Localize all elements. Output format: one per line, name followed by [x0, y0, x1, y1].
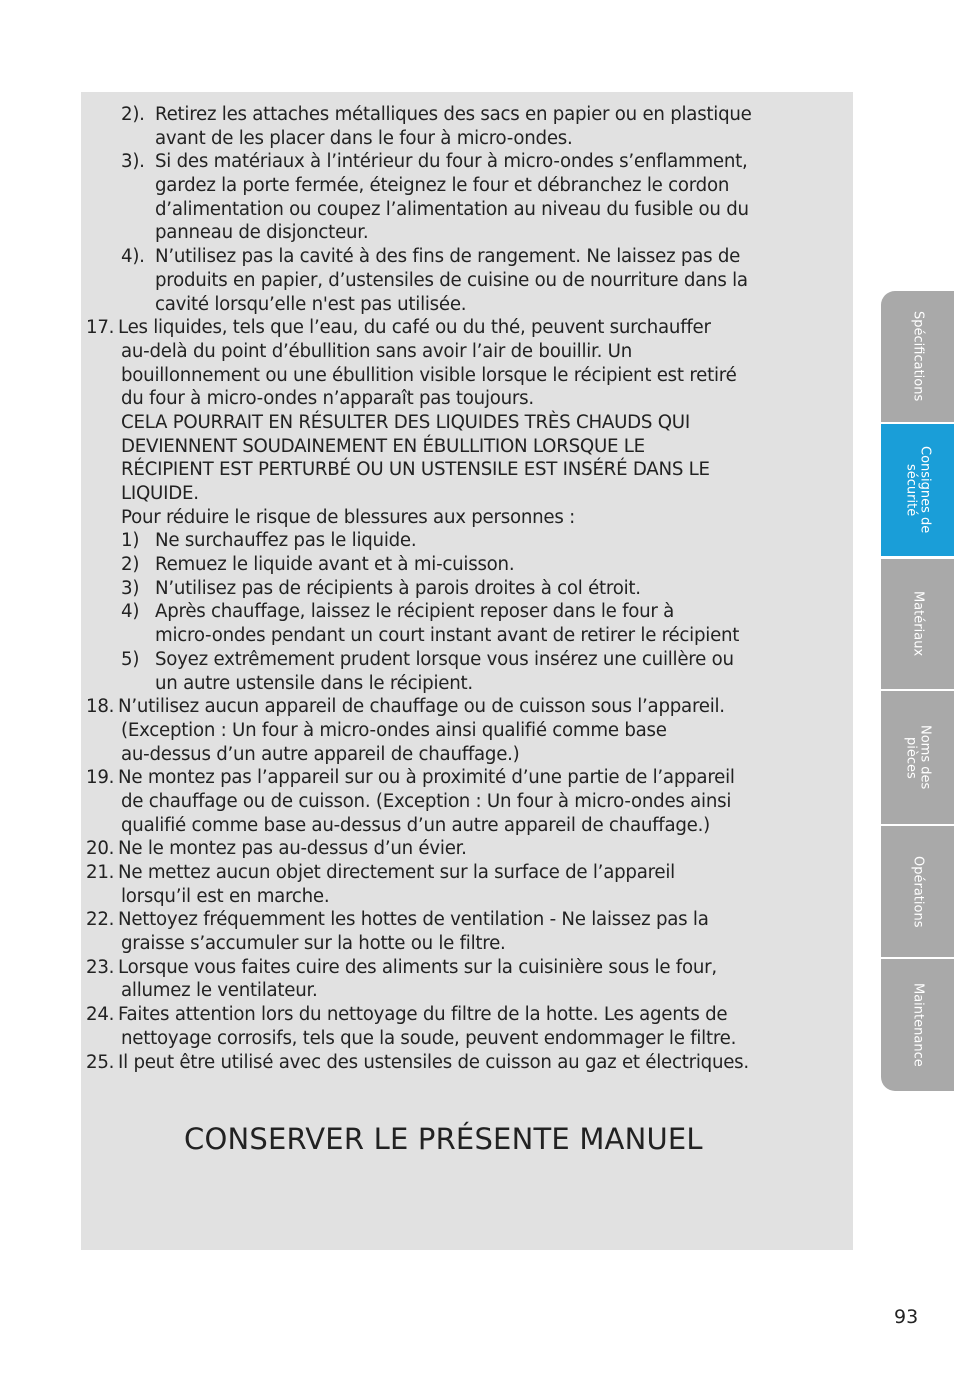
list-text: Soyez extrêmement prudent lorsque vous insérez une cuillère ou [155, 648, 734, 670]
list-line [86, 624, 856, 648]
tab-label: Matériaux [910, 591, 926, 657]
tab-2[interactable] [881, 559, 954, 689]
list-line [86, 672, 856, 696]
list-text: (Exception : Un four à micro-ondes ainsi qualifié comme base [121, 719, 667, 741]
list-number: 2). [121, 104, 145, 125]
list-text: CELA POURRAIT EN RÉSULTER DES LIQUIDES TRÈS CHAUDS QUI [121, 411, 690, 433]
list-line [86, 814, 856, 838]
list-number: 4) [121, 601, 140, 623]
list-text: Ne le montez pas au-dessus d’un évier. [118, 838, 467, 860]
list-number: 3). [121, 151, 145, 173]
list-line [86, 387, 856, 411]
list-line [86, 1027, 856, 1051]
tab-0[interactable] [881, 291, 954, 422]
list-number: 5) [121, 648, 140, 670]
list-text: N’utilisez pas de récipients à parois droites à col étroit. [155, 577, 641, 599]
list-text: nettoyage corrosifs, tels que la soude, peuvent endommager le filtre. [121, 1027, 737, 1049]
list-line [86, 837, 856, 861]
list-text: Remuez le liquide avant et à mi-cuisson. [155, 554, 515, 576]
document-body [86, 103, 856, 1074]
list-text: LIQUIDE. [121, 483, 199, 504]
list-line [86, 932, 856, 956]
list-line [86, 529, 856, 553]
list-text: lorsqu’il est en marche. [121, 885, 330, 907]
tab-label: Consignes de sécurité [903, 446, 933, 534]
list-number: 17. [86, 317, 115, 339]
list-line [86, 316, 856, 340]
list-line [86, 103, 856, 127]
list-text: panneau de disjoncteur. [155, 222, 369, 244]
list-text: produits en papier, d’ustensiles de cuisine ou de nourriture dans la [155, 269, 748, 291]
list-text: DEVIENNENT SOUDAINEMENT EN ÉBULLITION LORSQUE LE [121, 435, 645, 457]
list-line [86, 221, 856, 245]
list-line [86, 861, 856, 885]
list-line [86, 766, 856, 790]
list-line [86, 435, 856, 459]
list-text: Après chauffage, laissez le récipient reposer dans le four à [155, 601, 675, 623]
list-number: 2) [121, 554, 140, 576]
list-line [86, 127, 856, 151]
list-text: Ne mettez aucun objet directement sur la surface de l’appareil [118, 862, 675, 883]
list-text: Si des matériaux à l’intérieur du four à micro-ondes s’enflamment, [155, 151, 748, 173]
list-number: 22. [86, 909, 115, 931]
list-text: N’utilisez aucun appareil de chauffage ou de cuisson sous l’appareil. [118, 696, 725, 718]
list-text: graisse s’accumuler sur la hotte ou le filtre. [121, 933, 506, 955]
list-text: Retirez les attaches métalliques des sacs en papier ou en plastique [155, 104, 752, 125]
list-text: au-delà du point d’ébullition sans avoir l’air de bouillir. Un [121, 340, 633, 362]
tab-label: Spécifications [910, 311, 926, 402]
tab-label: Opérations [910, 855, 926, 928]
list-line [86, 1051, 856, 1075]
list-text: Lorsque vous faites cuire des aliments sur la cuisinière sous le four, [118, 956, 717, 978]
list-text: un autre ustensile dans le récipient. [155, 672, 473, 694]
list-text: micro-ondes pendant un court instant avant de retirer le récipient [155, 625, 740, 647]
list-line [86, 600, 856, 624]
section-title: CONSERVER LE PRÉSENTE MANUEL [184, 1122, 703, 1156]
list-text: de chauffage ou de cuisson. (Exception : Un four à micro-ondes ainsi [121, 790, 732, 812]
list-number: 4). [121, 246, 145, 268]
list-line [86, 198, 856, 222]
list-text: Ne montez pas l’appareil sur ou à proximité d’une partie de l’appareil [118, 767, 735, 789]
list-line [86, 885, 856, 909]
tab-label: Maintenance [910, 983, 926, 1067]
list-line [86, 956, 856, 980]
list-text: Les liquides, tels que l’eau, du café ou du thé, peuvent surchauffer [118, 317, 711, 339]
list-line [86, 150, 856, 174]
tab-4[interactable] [881, 826, 954, 957]
list-line [86, 506, 856, 530]
list-line [86, 553, 856, 577]
list-number: 23. [86, 956, 115, 978]
list-line [86, 719, 856, 743]
list-line [86, 1003, 856, 1027]
list-text: au-dessus d’un autre appareil de chauffage.) [121, 743, 520, 765]
list-number: 1) [121, 530, 140, 552]
list-text: Il peut être utilisé avec des ustensiles de cuisson au gaz et électriques. [118, 1051, 749, 1073]
list-line [86, 340, 856, 364]
list-line [86, 908, 856, 932]
list-text: du four à micro-ondes n’apparaît pas toujours. [121, 388, 534, 410]
list-line [86, 364, 856, 388]
list-number: 20. [86, 838, 115, 860]
tab-5[interactable] [881, 959, 954, 1091]
list-line [86, 743, 856, 767]
list-line [86, 458, 856, 482]
list-text: d’alimentation ou coupez l’alimentation au niveau du fusible ou du [155, 198, 749, 220]
list-text: allumez le ventilateur. [121, 980, 318, 1002]
page-number: 93 [894, 1306, 919, 1328]
list-text: cavité lorsqu’elle n'est pas utilisée. [155, 293, 467, 315]
list-line [86, 174, 856, 198]
list-text: RÉCIPIENT EST PERTURBÉ OU UN USTENSILE EST INSÉRÉ DANS LE [121, 459, 710, 481]
list-line [86, 648, 856, 672]
list-text: Nettoyez fréquemment les hottes de ventilation - Ne laissez pas la [118, 909, 709, 931]
list-line [86, 695, 856, 719]
list-number: 21. [86, 862, 115, 883]
list-line [86, 790, 856, 814]
list-text: bouillonnement ou une ébullition visible lorsque le récipient est retiré [121, 364, 737, 386]
list-line [86, 979, 856, 1003]
list-line [86, 293, 856, 317]
list-line [86, 269, 856, 293]
tab-3[interactable] [881, 691, 954, 824]
list-text: avant de les placer dans le four à micro-ondes. [155, 127, 573, 149]
tab-1[interactable] [881, 424, 954, 556]
list-text: Pour réduire le risque de blessures aux personnes : [121, 506, 575, 528]
list-text: gardez la porte fermée, éteignez le four et débranchez le cordon [155, 175, 730, 197]
list-text: N’utilisez pas la cavité à des fins de rangement. Ne laissez pas de [155, 246, 741, 268]
list-number: 24. [86, 1004, 115, 1026]
list-text: Faites attention lors du nettoyage du filtre de la hotte. Les agents de [118, 1004, 728, 1026]
list-number: 18. [86, 696, 115, 718]
tab-label: Noms des pièces [903, 725, 933, 790]
list-text: Ne surchauffez pas le liquide. [155, 530, 417, 552]
list-number: 3) [121, 577, 140, 599]
list-number: 19. [86, 767, 115, 789]
list-line [86, 411, 856, 435]
list-line [86, 577, 856, 601]
list-line [86, 482, 856, 506]
list-number: 25. [86, 1051, 115, 1073]
list-text: qualifié comme base au-dessus d’un autre appareil de chauffage.) [121, 814, 710, 836]
list-line [86, 245, 856, 269]
